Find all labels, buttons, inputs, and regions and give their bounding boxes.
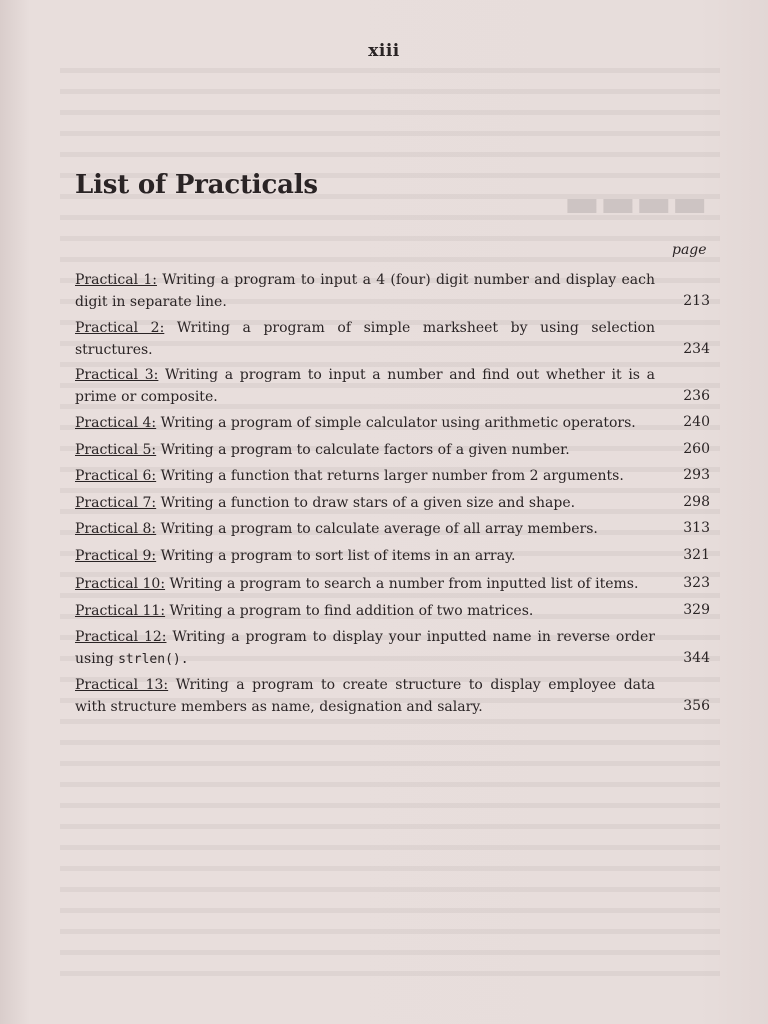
practical-label: Practical 1: bbox=[75, 272, 157, 288]
practical-label: Practical 7: bbox=[75, 494, 157, 511]
list-item bbox=[75, 466, 710, 488]
practical-description: Writing a program to input a number and find out whether it is a prime or composite. bbox=[75, 367, 655, 405]
practical-page-number: 329 bbox=[683, 601, 710, 618]
list-item bbox=[75, 601, 710, 623]
practical-label: Practical 3: bbox=[75, 367, 159, 383]
practical-label: Practical 4: bbox=[75, 415, 157, 431]
practical-description: Writing a program to calculate average of all array members. bbox=[156, 521, 598, 537]
list-item bbox=[75, 546, 710, 568]
list-item bbox=[75, 519, 710, 541]
practical-page-number: 236 bbox=[683, 387, 710, 404]
practical-description: Writing a program of simple calculator using arithmetic operators. bbox=[156, 415, 636, 431]
practical-label: Practical 8: bbox=[75, 521, 157, 537]
practical-description: Writing a program of simple marksheet by using selection structures. bbox=[75, 320, 655, 358]
practical-description: Writing a program to input a 4 (four) digit number and display each digit in separate line. bbox=[75, 272, 655, 310]
page-column-label: page bbox=[672, 242, 707, 258]
practical-code-snippet: strlen(). bbox=[118, 651, 189, 667]
practical-description: Writing a program to search a number from inputted list of items. bbox=[165, 576, 639, 592]
practical-description: Writing a function to draw stars of a given size and shape. bbox=[156, 494, 576, 511]
practical-page-number: 213 bbox=[683, 292, 710, 309]
practical-description: Writing a program to find addition of two matrices. bbox=[165, 602, 534, 619]
practicals-list bbox=[75, 270, 710, 718]
page-number: xiii bbox=[368, 41, 400, 61]
show-through-heading: ▬▬▬▬ bbox=[564, 180, 708, 225]
list-item bbox=[75, 675, 710, 718]
practical-page-number: 356 bbox=[683, 697, 710, 714]
practical-page-number: 321 bbox=[683, 546, 710, 563]
practical-page-number: 298 bbox=[683, 493, 710, 510]
practical-description: Writing a program to create structure to display employee data with structure members as name, designation and salary. bbox=[75, 677, 655, 715]
practical-label: Practical 6: bbox=[75, 468, 157, 484]
practical-page-number: 260 bbox=[683, 440, 710, 457]
practical-page-number: 234 bbox=[683, 340, 710, 357]
practical-label: Practical 13: bbox=[75, 677, 169, 693]
practical-description: Writing a program to calculate factors of a given number. bbox=[156, 441, 570, 458]
practical-description: Writing a program to display your inputted name in reverse order using bbox=[75, 629, 655, 667]
list-item bbox=[75, 318, 710, 361]
list-item bbox=[75, 270, 710, 313]
practical-label: Practical 5: bbox=[75, 441, 157, 458]
practical-label: Practical 11: bbox=[75, 602, 166, 619]
list-item bbox=[75, 440, 710, 462]
practical-page-number: 323 bbox=[683, 575, 710, 591]
practical-page-number: 240 bbox=[683, 414, 710, 430]
list-item bbox=[75, 413, 710, 435]
practical-page-number: 344 bbox=[683, 649, 710, 666]
page-title: List of Practicals bbox=[75, 170, 318, 200]
practical-description: Writing a program to sort list of items in an array. bbox=[156, 547, 516, 564]
list-item bbox=[75, 365, 710, 408]
list-item bbox=[75, 493, 710, 515]
practical-label: Practical 2: bbox=[75, 320, 165, 336]
practical-description: Writing a function that returns larger number from 2 arguments. bbox=[156, 468, 624, 484]
list-item bbox=[75, 627, 710, 670]
practical-label: Practical 9: bbox=[75, 547, 157, 564]
practical-page-number: 293 bbox=[683, 467, 710, 483]
practical-label: Practical 10: bbox=[75, 576, 166, 592]
list-item bbox=[75, 574, 710, 596]
practical-page-number: 313 bbox=[683, 520, 710, 536]
practical-label: Practical 12: bbox=[75, 629, 167, 645]
